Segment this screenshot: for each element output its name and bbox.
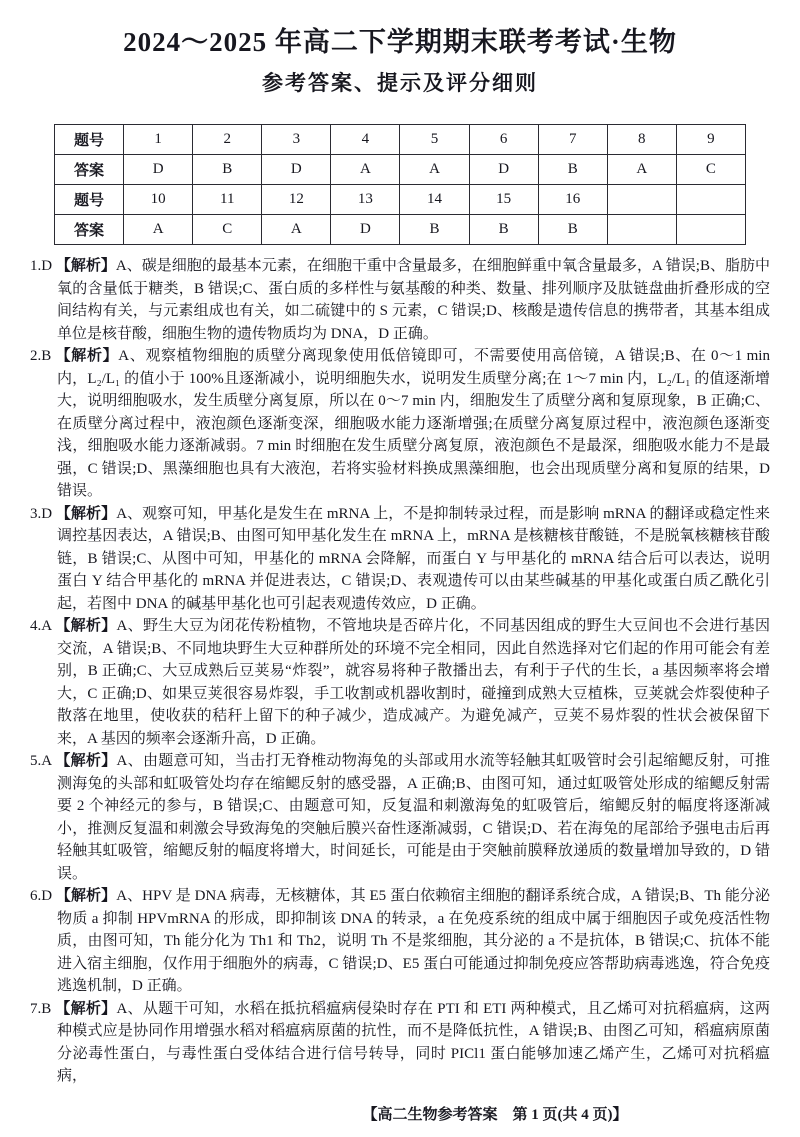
item-text: A、野生大豆为闭花传粉植物，不管地块是否碎片化，不同基因组成的野生大豆间也不会进行基因交流，A 错误;B、不同地块野生大豆种群所处的环境不完全相同，因此自然选择对它们起的作用可能会有差别，B 正确;C、大豆成熟后豆荚易“炸裂”，就容易将种子散播出去，有利于子代的生长，a 基因频率将会增大，C 正确;D、如果豆荚很容易炸裂，手工收割或机器收割时，碰撞到成熟大豆植株，豆荚就会炸裂使种子散落在地里，使收获的秸秆上留下的种子减少，造成减产。为避免减产，豆荚不易炸裂的性状会被保留下来，A 基因的频率会逐渐升高，D 正确。 xyxy=(57,618,770,747)
item-number: 5.A xyxy=(30,753,56,769)
item-text: A、观察可知，甲基化是发生在 mRNA 上，不是抑制转录过程，而是影响 mRNA 的翻译或稳定性来调控基因表达，A 错误;B、由图可知甲基化发生在 mRNA 上，mRNA 是核糖核苷酸链，不是脱氧核糖核苷酸链，B 错误;C、从图中可知，甲基化的 mRNA 会降解，而蛋白 Y 与甲基化的 mRNA 结合后可以表达，说明蛋白 Y 结合甲基化的 mRNA 并促进表达，C 错误;D、表观遗传可以由某些碱基的甲基化或蛋白质乙酰化引起，若图中 DNA 的碱基甲基化也可引起表观遗传效应，D 正确。 xyxy=(57,505,770,612)
item-number: 3.D xyxy=(30,505,56,522)
answer-table-cell: A xyxy=(400,155,469,185)
explanation-item xyxy=(30,750,770,885)
answer-table-cell xyxy=(676,185,745,215)
answer-table-cell: A xyxy=(124,215,193,245)
answer-table-cell: 11 xyxy=(193,185,262,215)
answer-table xyxy=(54,124,746,245)
answer-table-cell: 3 xyxy=(262,125,331,155)
explanation-item xyxy=(30,998,770,1088)
answer-table-cell: 7 xyxy=(538,125,607,155)
item-text: A、由题意可知，当击打无脊椎动物海兔的头部或用水流等轻触其虹吸管时会引起缩鳃反射，可推测海兔的头部和虹吸管处均存在缩鳃反射的感受器，A 正确;B、由图可知，通过虹吸管处形成的缩鳃反射需要 2 个神经元的参与，B 错误;C、由题意可知，反复温和刺激海兔的虹吸管后，缩鳃反射的幅度将逐渐减小，推测反复温和刺激会导致海兔的突触后膜兴奋性逐渐减弱，C 错误;D、若在海兔的尾部给予强电击后再轻触其虹吸管，缩鳃反射的幅度将增大，时间延长，可能是由于突触前膜释放递质的数量增加导致的，D 错误。 xyxy=(57,753,770,882)
item-text: A、观察植物细胞的质壁分离现象使用低倍镜即可，不需要使用高倍镜，A 错误;B、在 0～1 min 内，L₂/L₁ 的值小于 100%且逐渐减小，说明细胞失水，说明发生质壁分离;在 1～7 min 内，L₂/L₁ 的值逐渐增大，说明细胞吸水，发生质壁分离复原，所以在 0～7 min 内，细胞发生了质壁分离和复原现象，B 正确;C、在质壁分离过程中，液泡颜色逐渐变深，细胞吸水能力逐渐增强;在质壁分离复原过程中，液泡颜色逐渐变浅，细胞吸水能力逐渐减弱。7 min 时细胞在发生质壁分离复原，液泡颜色不是最深，细胞吸水能力不是最强，C 错误;D、黑藻细胞也具有大液泡，若将实验材料换成黑藻细胞，也会出现质壁分离和复原的结果，D 错误。 xyxy=(57,348,770,499)
answer-table-cell: 14 xyxy=(400,185,469,215)
answer-table-header-cell: 答案 xyxy=(55,215,124,245)
answer-table-cell xyxy=(676,215,745,245)
answer-table-cell: C xyxy=(193,215,262,245)
item-number: 2.B xyxy=(30,348,56,364)
item-number: 7.B xyxy=(30,1000,56,1017)
answer-table-cell xyxy=(607,215,676,245)
answer-table-cell: 16 xyxy=(538,185,607,215)
item-text: A、从题干可知，水稻在抵抗稻瘟病侵染时存在 PTI 和 ETI 两种模式，且乙烯可对抗稻瘟病，这两种模式应是协同作用增强水稻对稻瘟病原菌的抗性，而不是降低抗性，A 错误;B、由图乙可知，稻瘟病原菌分泌毒性蛋白，与毒性蛋白受体结合进行信号转导，同时 PICl1 蛋白能够加速乙烯产生，乙烯可对抗稻瘟病， xyxy=(57,1000,770,1084)
explanation-item xyxy=(30,885,770,998)
answer-table-cell: A xyxy=(331,155,400,185)
answer-table-row xyxy=(55,185,746,215)
item-text: A、HPV 是 DNA 病毒，无核糖体，其 E5 蛋白依赖宿主细胞的翻译系统合成，A 错误;B、Th 能分泌物质 a 抑制 HPVmRNA 的形成，即抑制该 DNA 的转录，a 在免疫系统的组成中属于细胞因子或免疫活性物质，由图可知，Th 能分化为 Th1 和 Th2，说明 Th 不是浆细胞，其分泌的 a 不是抗体，B 错误;C、抗体不能进入宿主细胞，仅作用于细胞外的病毒，C 错误;D、E5 蛋白可能通过抑制免疫应答帮助病毒逃逸，符合免疫逃逸机制，D 正确。 xyxy=(57,888,770,994)
item-label: 【解析】 xyxy=(55,348,119,364)
answer-table-cell: 8 xyxy=(607,125,676,155)
answer-table-cell: 5 xyxy=(400,125,469,155)
item-number: 4.A xyxy=(30,618,56,634)
answer-table-cell: D xyxy=(331,215,400,245)
answer-table-header-cell: 答案 xyxy=(55,155,124,185)
answer-table-cell: 15 xyxy=(469,185,538,215)
answer-table-cell xyxy=(607,185,676,215)
answer-table-header-cell: 题号 xyxy=(55,185,124,215)
answer-table-row xyxy=(55,215,746,245)
explanation-item xyxy=(30,615,770,750)
item-label: 【解析】 xyxy=(55,258,116,274)
answer-table-cell: D xyxy=(469,155,538,185)
page-title: 2024～2025 年高二下学期期末联考考试·生物 xyxy=(123,27,677,57)
item-text: A、碳是细胞的最基本元素，在细胞干重中含量最多，在细胞鲜重中氧含量最多，A 错误;B、脂肪中氧的含量低于糖类，B 错误;C、蛋白质的多样性与氨基酸的种类、数量、排列顺序及肽链盘曲折叠形成的空间结构有关，与元素组成也有关，如二硫键中的 S 元素，C 错误;D、核酸是遗传信息的携带者，其基本组成单位是核苷酸，细胞生物的遗传物质均为 DNA，D 正确。 xyxy=(57,258,770,342)
answer-table-cell: 6 xyxy=(469,125,538,155)
item-number: 1.D xyxy=(30,258,56,274)
answer-table-cell: D xyxy=(262,155,331,185)
answer-table-cell: B xyxy=(538,155,607,185)
item-label: 【解析】 xyxy=(55,888,117,904)
item-number: 6.D xyxy=(30,888,56,904)
explanation-item xyxy=(30,503,770,616)
item-label: 【解析】 xyxy=(55,753,117,769)
item-label: 【解析】 xyxy=(55,505,117,522)
answer-table-cell: 2 xyxy=(193,125,262,155)
page-subtitle: 参考答案、提示及评分细则 xyxy=(262,71,538,95)
explanation-item xyxy=(30,345,770,503)
item-label: 【解析】 xyxy=(55,1000,117,1017)
answer-table-cell: A xyxy=(262,215,331,245)
answer-table-cell: C xyxy=(676,155,745,185)
page-footer: 【高二生物参考答案 第 1 页(共 4 页)】 xyxy=(362,1107,628,1123)
answer-table-cell: B xyxy=(193,155,262,185)
answer-table-cell: A xyxy=(607,155,676,185)
answer-table-cell: 12 xyxy=(262,185,331,215)
answer-table-row xyxy=(55,155,746,185)
answer-table-cell: D xyxy=(124,155,193,185)
answer-table-cell: B xyxy=(400,215,469,245)
answer-table-cell: 9 xyxy=(676,125,745,155)
item-label: 【解析】 xyxy=(55,618,117,634)
answer-table-row xyxy=(55,125,746,155)
answer-table-cell: 4 xyxy=(331,125,400,155)
answer-table-cell: 1 xyxy=(124,125,193,155)
answer-table-cell: B xyxy=(469,215,538,245)
explanations-list xyxy=(30,255,770,1088)
answer-table-cell: 10 xyxy=(124,185,193,215)
explanation-item xyxy=(30,255,770,345)
answer-table-cell: B xyxy=(538,215,607,245)
answer-table-cell: 13 xyxy=(331,185,400,215)
answer-table-header-cell: 题号 xyxy=(55,125,124,155)
